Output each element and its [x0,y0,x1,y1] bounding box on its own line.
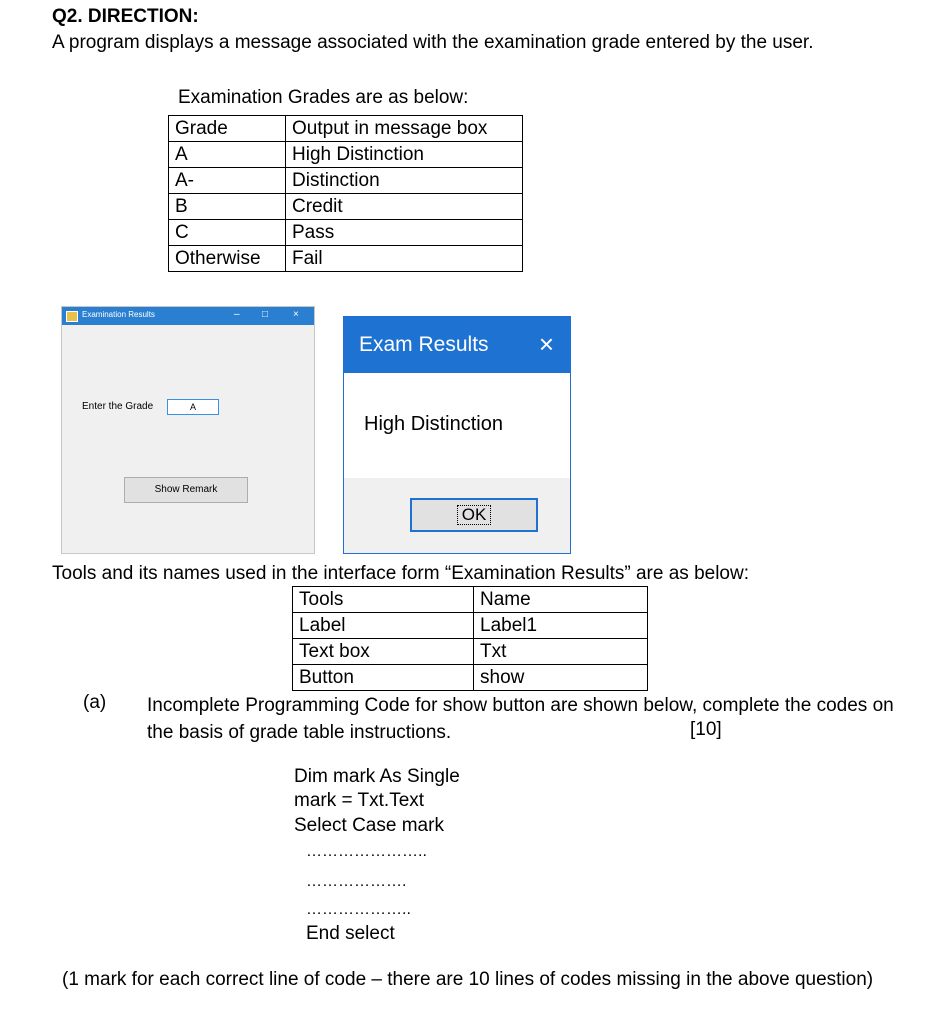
app-icon [66,311,78,322]
table-header-cell: Output in message box [286,116,523,142]
table-cell: Distinction [286,168,523,194]
tools-table-caption: Tools and its names used in the interface form “Examination Results” are as below: [52,563,749,584]
grade-table [168,115,523,272]
form-title: Examination Results [82,310,155,319]
close-icon[interactable]: × [538,329,554,359]
close-icon[interactable]: × [293,309,299,320]
form-title-bar [62,307,314,325]
table-header-row [293,587,648,613]
table-cell: B [169,194,286,220]
table-row [169,168,523,194]
table-cell: C [169,220,286,246]
grade-table-caption: Examination Grades are as below: [178,87,469,108]
table-header-row [169,116,523,142]
table-row [169,246,523,272]
table-cell: A [169,142,286,168]
table-row [169,142,523,168]
table-cell: Otherwise [169,246,286,272]
message-box-text: High Distinction [364,413,503,435]
code-line: Dim mark As Single [294,766,460,787]
grade-label: Enter the Grade [82,401,154,412]
footnote: (1 mark for each correct line of code – there are 10 lines of codes missing in the above question) [62,969,874,990]
code-line: mark = Txt.Text [294,790,425,811]
ok-button-label: OK [458,506,491,524]
part-a-marks: [10] [690,719,722,740]
question-title: Q2. DIRECTION: [52,6,199,27]
code-blank: ……………….. [306,901,411,918]
table-cell: Label [293,613,474,639]
code-line: Select Case mark [294,815,444,836]
maximize-icon[interactable]: □ [262,309,269,320]
code-blank: ………………. [306,873,407,890]
table-header-cell: Tools [293,587,474,613]
table-cell: Txt [474,639,648,665]
message-box-footer [344,478,570,553]
table-cell: Label1 [474,613,648,639]
question-intro: A program displays a message associated with the examination grade entered by the user. [52,32,814,53]
table-row [169,220,523,246]
table-cell: Credit [286,194,523,220]
part-a-marker: (a) [83,692,107,713]
table-row [169,194,523,220]
table-header-cell: Name [474,587,648,613]
message-box-title-bar [344,317,570,373]
ok-button[interactable] [410,498,538,532]
table-row [293,613,648,639]
table-cell: Button [293,665,474,691]
code-blank: ………………….. [306,843,427,860]
code-line: End select [306,923,395,944]
table-cell: show [474,665,648,691]
table-row [293,665,648,691]
table-cell: A- [169,168,286,194]
form-window-screenshot [61,306,315,554]
grade-input[interactable]: A [167,399,219,415]
table-header-cell: Grade [169,116,286,142]
part-a-text: Incomplete Programming Code for show button are shown below, complete the codes on the basis of grade table instructions. [147,695,894,743]
tools-table [292,586,648,691]
table-cell: Text box [293,639,474,665]
show-remark-button[interactable]: Show Remark [124,477,248,503]
message-box-title: Exam Results [359,333,489,356]
table-row [293,639,648,665]
message-box-screenshot [343,316,571,554]
table-cell: High Distinction [286,142,523,168]
table-cell: Pass [286,220,523,246]
minimize-icon[interactable]: – [234,309,240,320]
table-cell: Fail [286,246,523,272]
